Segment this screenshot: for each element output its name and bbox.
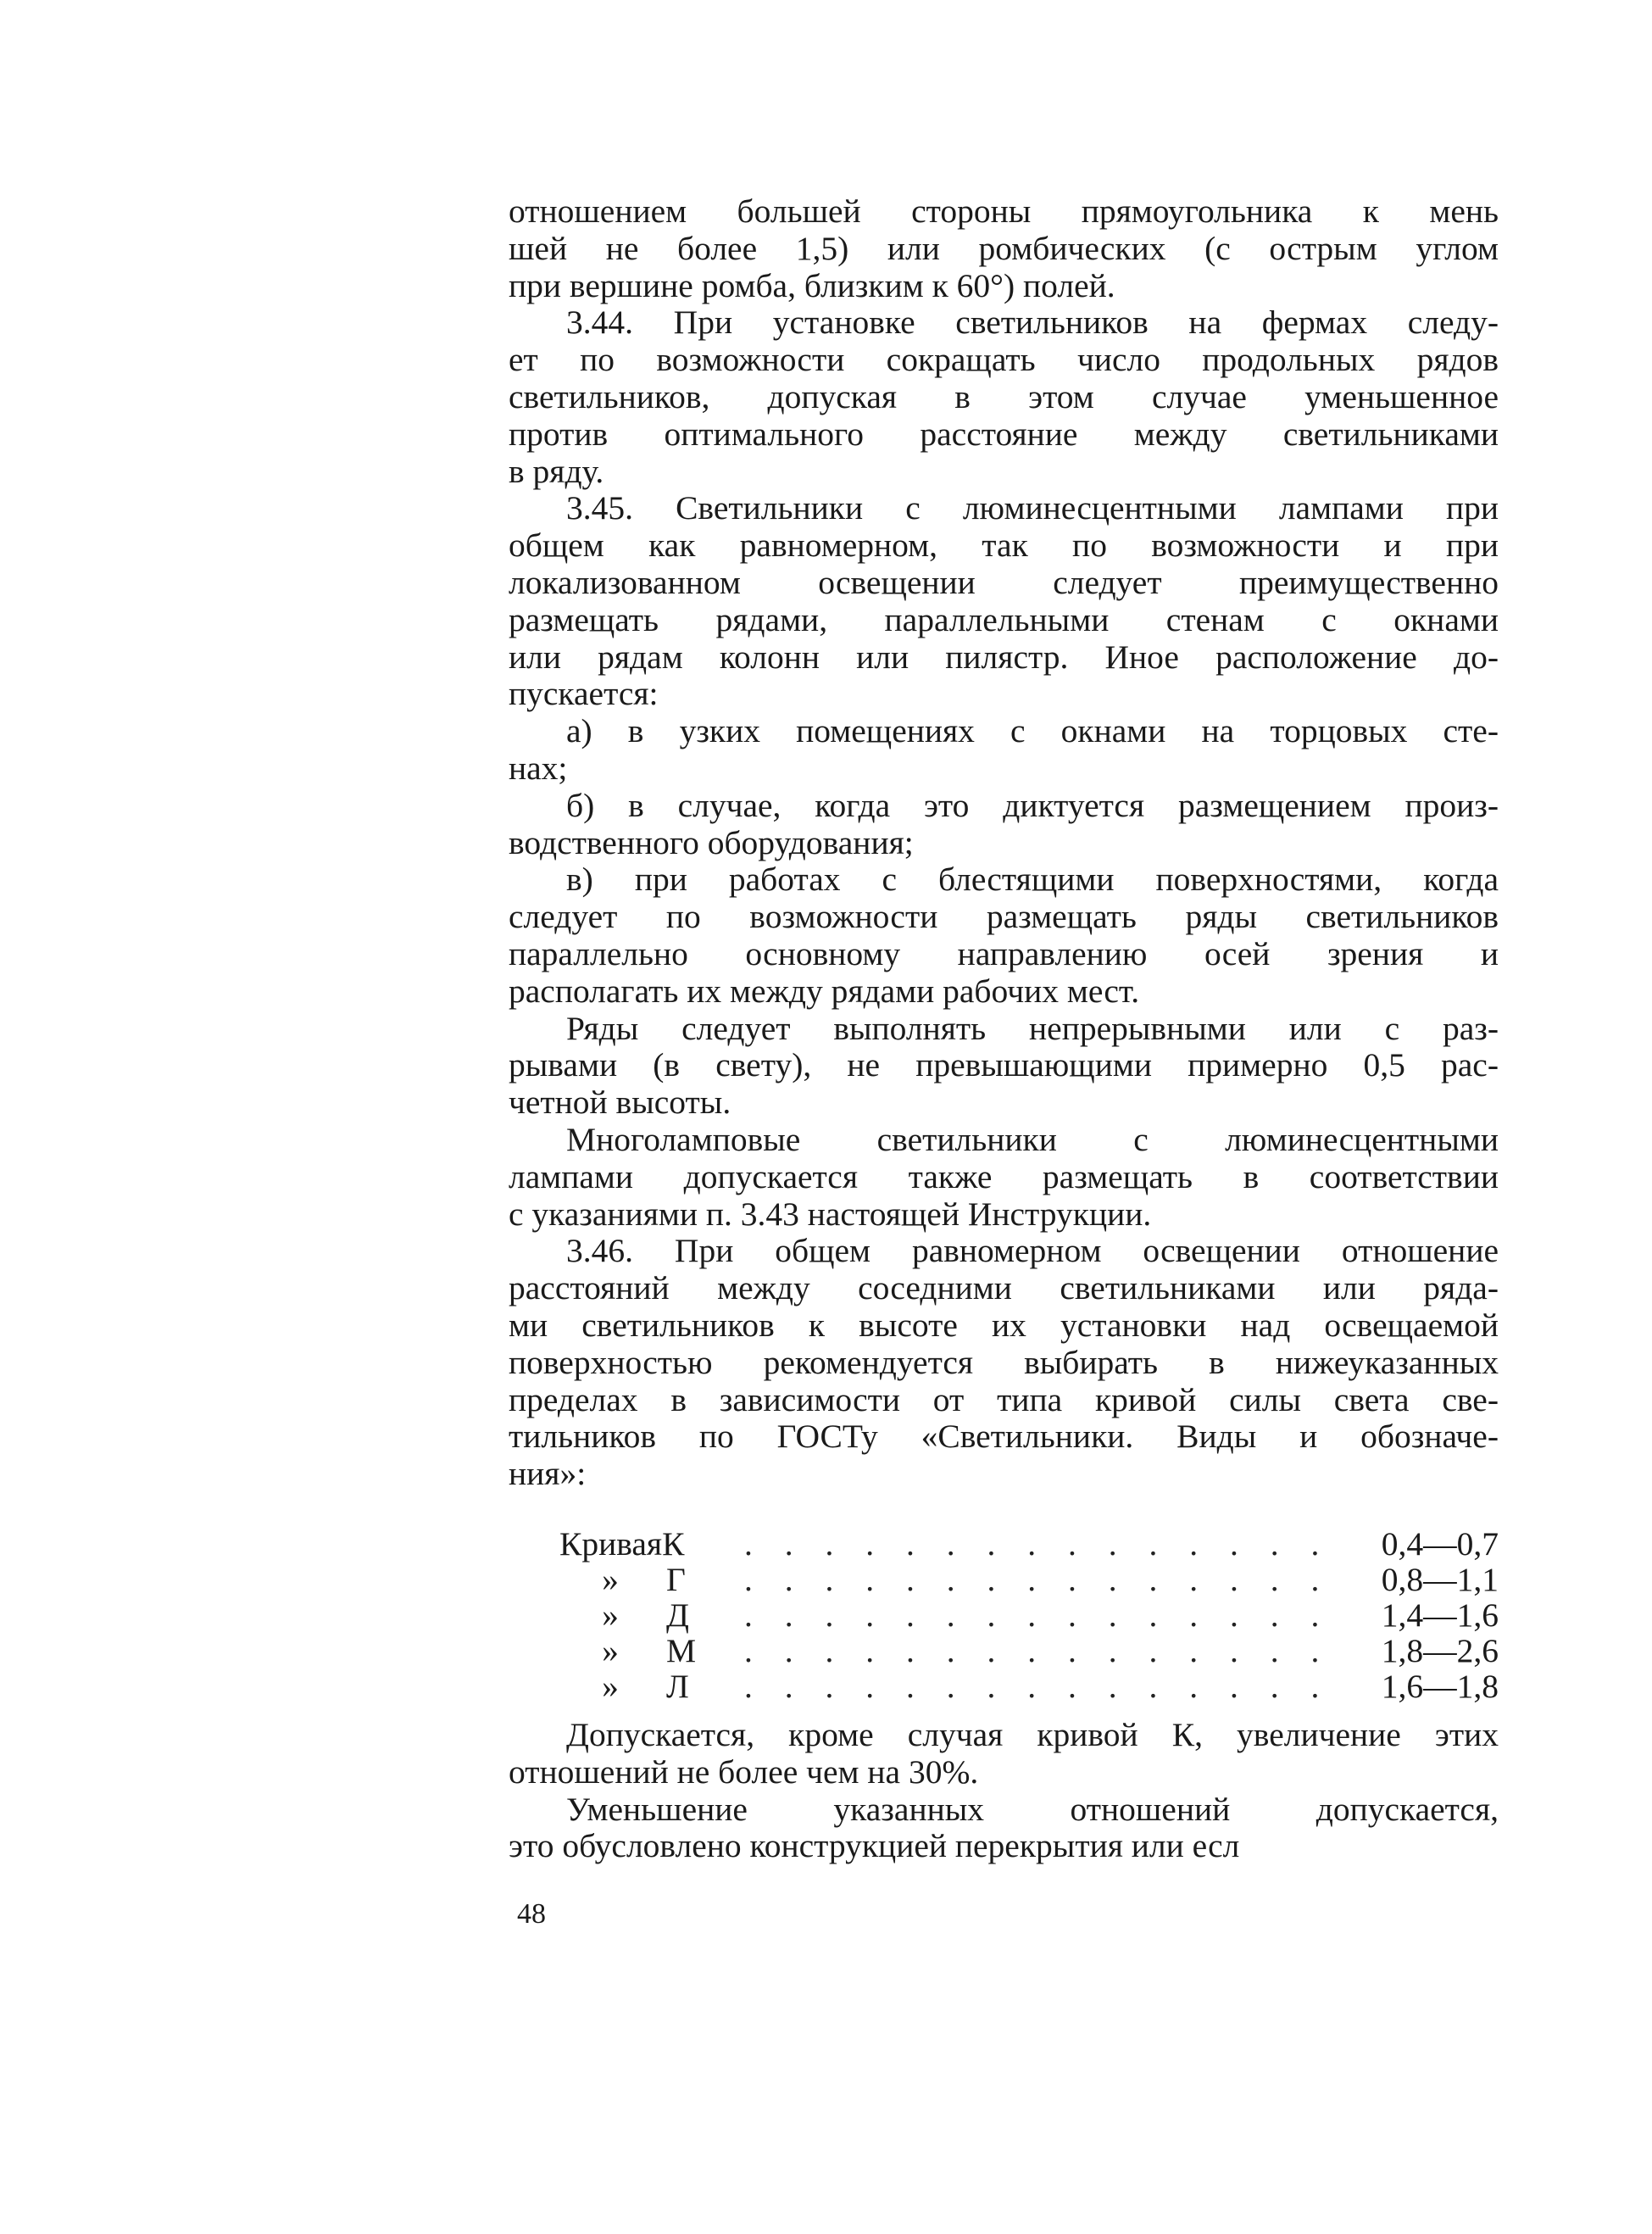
text-line: б) в случае, когда это диктуется размещением произ- [566, 786, 1499, 824]
closing-paragraph [509, 1717, 1499, 1791]
text-line: 3.46. При общем равномерном освещении отношение [566, 1232, 1499, 1270]
table-row [559, 1526, 1499, 1562]
text-line: рывами (в свету), не превышающими примерно 0,5 рас- [509, 1046, 1499, 1084]
curve-prefix: » [602, 1632, 619, 1669]
text-line: против оптимального расстояние между светильниками [509, 415, 1499, 453]
text-line: ет по возможности сокращать число продольных рядов [509, 341, 1499, 379]
body-paragraph [509, 1011, 1499, 1122]
text-line: в) при работах с блестящими поверхностями, когда [566, 861, 1499, 899]
text-line: это обусловлено конструкцией перекрытия или есл [509, 1827, 1240, 1865]
text-line: пускается: [509, 675, 659, 713]
body-paragraph [509, 713, 1499, 788]
curve-letter: Г [666, 1561, 686, 1598]
curve-label [559, 1597, 729, 1633]
text-line: водственного оборудования; [509, 823, 914, 861]
ratio-value: 1,6—1,8 [1381, 1668, 1499, 1705]
text-line: локализованном освещении следует преимущественно [509, 563, 1499, 601]
dot-leader: . . . . . . . . . . . . . . . [744, 1597, 1332, 1633]
text-line: Уменьшение указанных отношений допускается, [566, 1790, 1499, 1828]
curve-letter: М [666, 1632, 697, 1669]
body-paragraph [509, 304, 1499, 490]
text-line: отношением большей стороны прямоугольника к мень [509, 192, 1499, 230]
text-line: шей не более 1,5) или ромбических (с острым углом [509, 229, 1499, 267]
text-line: нах; [509, 749, 568, 787]
curve-prefix: » [602, 1596, 619, 1634]
curve-letter: К [662, 1525, 685, 1563]
text-line: отношений не более чем на 30%. [509, 1752, 979, 1791]
curve-prefix: » [602, 1668, 619, 1705]
ratio-value: 0,8—1,1 [1381, 1561, 1499, 1598]
curve-label [559, 1562, 729, 1597]
dot-leader: . . . . . . . . . . . . . . . [744, 1669, 1332, 1704]
text-line: четной высоты. [509, 1084, 731, 1122]
ratio-value: 1,4—1,6 [1381, 1596, 1499, 1634]
text-line: а) в узких помещениях с окнами на торцовых сте- [566, 712, 1499, 750]
text-line: общем как равномерном, так по возможности и при [509, 526, 1499, 565]
curve-label [559, 1669, 729, 1704]
text-line: располагать их между рядами рабочих мест. [509, 972, 1140, 1010]
text-line: следует по возможности размещать ряды светильников [509, 898, 1499, 936]
text-line: Допускается, кроме случая кривой К, увеличение этих [566, 1716, 1499, 1753]
dot-leader: . . . . . . . . . . . . . . . [744, 1526, 1332, 1562]
text-line: ния»: [509, 1455, 587, 1493]
main-text-column [509, 193, 1499, 1493]
page-number: 48 [517, 1898, 546, 1930]
text-line: тильников по ГОСТу «Светильники. Виды и обозначе- [509, 1418, 1499, 1456]
text-line: пределах в зависимости от типа кривой силы света све- [509, 1380, 1499, 1418]
body-paragraph [509, 193, 1499, 304]
curve-letter: Л [666, 1668, 689, 1705]
table-row [559, 1597, 1499, 1633]
text-line: Многоламповые светильники с люминесцентными [566, 1120, 1499, 1158]
closing-text-column [509, 1717, 1499, 1865]
closing-paragraph [509, 1791, 1499, 1866]
ratio-value: 0,4—0,7 [1381, 1525, 1499, 1563]
body-paragraph [509, 788, 1499, 862]
text-line: с указаниями п. 3.43 настоящей Инструкции. [509, 1195, 1152, 1233]
curve-prefix: Кривая [559, 1525, 663, 1563]
text-line: 3.44. При установке светильников на фермах следу- [566, 304, 1499, 342]
text-line: 3.45. Светильники с люминесцентными лампами при [566, 489, 1499, 527]
text-line: расстояний между соседними светильниками или ряда- [509, 1269, 1499, 1307]
curve-ratio-table [559, 1526, 1499, 1704]
body-paragraph [509, 1122, 1499, 1233]
dot-leader: . . . . . . . . . . . . . . . [744, 1562, 1332, 1597]
curve-letter: Д [666, 1596, 689, 1634]
body-paragraph [509, 1233, 1499, 1493]
body-paragraph [509, 861, 1499, 1010]
table-row [559, 1562, 1499, 1597]
text-line: или рядам колонн или пилястр. Иное расположение до- [509, 638, 1499, 676]
text-line: при вершине ромба, близким к 60°) полей. [509, 266, 1115, 304]
dot-leader: . . . . . . . . . . . . . . . [744, 1633, 1332, 1669]
curve-label [559, 1633, 729, 1669]
ratio-value: 1,8—2,6 [1381, 1632, 1499, 1669]
text-line: в ряду. [509, 452, 604, 490]
text-line: ми светильников к высоте их установки над освещаемой [509, 1306, 1499, 1344]
curve-label [559, 1526, 729, 1562]
table-row [559, 1633, 1499, 1669]
body-paragraph [509, 490, 1499, 713]
table-row [559, 1669, 1499, 1704]
curve-prefix: » [602, 1561, 619, 1598]
text-line: лампами допускается также размещать в соответствии [509, 1157, 1499, 1195]
text-line: Ряды следует выполнять непрерывными или с раз- [566, 1009, 1499, 1047]
text-line: поверхностью рекомендуется выбирать в нижеуказанных [509, 1343, 1499, 1381]
text-line: светильников, допуская в этом случае уменьшенное [509, 377, 1499, 415]
text-line: размещать рядами, параллельными стенам с окнами [509, 600, 1499, 638]
text-line: параллельно основному направлению осей зрения и [509, 934, 1499, 972]
